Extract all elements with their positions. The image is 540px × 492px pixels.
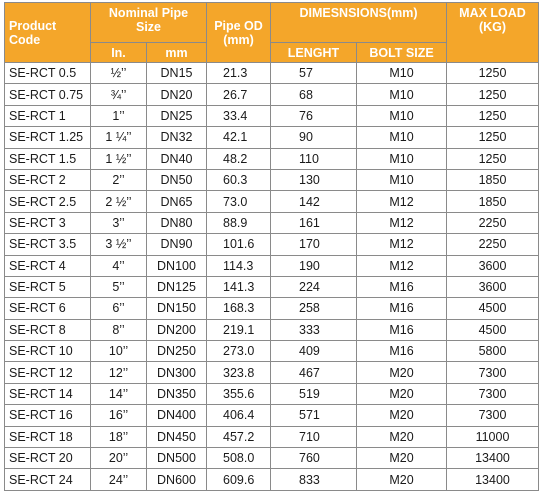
cell-max-load: 3600 [447, 255, 539, 276]
table-row [5, 191, 539, 212]
cell-length: 409 [271, 341, 357, 362]
cell-length: 760 [271, 448, 357, 469]
cell-product-code: SE-RCT 1.25 [5, 127, 91, 148]
cell-bolt-size: M20 [357, 448, 447, 469]
cell-product-code: SE-RCT 1.5 [5, 148, 91, 169]
table-row [5, 405, 539, 426]
cell-nominal-mm: DN100 [147, 255, 207, 276]
cell-pipe-od: 457.2 [207, 426, 271, 447]
header-nominal-pipe-size-label: Nominal Pipe Size [108, 6, 189, 34]
cell-max-load: 5800 [447, 341, 539, 362]
cell-length: 833 [271, 469, 357, 490]
cell-product-code: SE-RCT 24 [5, 469, 91, 490]
cell-bolt-size: M16 [357, 276, 447, 297]
cell-max-load: 1250 [447, 127, 539, 148]
cell-length: 110 [271, 148, 357, 169]
cell-max-load: 13400 [447, 469, 539, 490]
header-pipe-od-label: Pipe OD (mm) [214, 18, 263, 47]
cell-max-load: 2250 [447, 234, 539, 255]
cell-pipe-od: 609.6 [207, 469, 271, 490]
cell-nominal-in: 16’’ [91, 405, 147, 426]
cell-nominal-mm: DN125 [147, 276, 207, 297]
cell-nominal-mm: DN15 [147, 63, 207, 84]
cell-pipe-od: 73.0 [207, 191, 271, 212]
cell-bolt-size: M12 [357, 255, 447, 276]
cell-nominal-in: 14’’ [91, 383, 147, 404]
cell-nominal-mm: DN450 [147, 426, 207, 447]
cell-length: 90 [271, 127, 357, 148]
cell-length: 142 [271, 191, 357, 212]
cell-max-load: 4500 [447, 298, 539, 319]
header-dimensions [271, 3, 447, 43]
cell-length: 224 [271, 276, 357, 297]
cell-bolt-size: M10 [357, 127, 447, 148]
cell-pipe-od: 26.7 [207, 84, 271, 105]
cell-pipe-od: 406.4 [207, 405, 271, 426]
cell-nominal-in: 1 ¼’’ [91, 127, 147, 148]
cell-max-load: 4500 [447, 319, 539, 340]
cell-bolt-size: M16 [357, 319, 447, 340]
cell-max-load: 7300 [447, 383, 539, 404]
cell-nominal-mm: DN90 [147, 234, 207, 255]
cell-nominal-in: 2 ½’’ [91, 191, 147, 212]
cell-length: 190 [271, 255, 357, 276]
cell-pipe-od: 141.3 [207, 276, 271, 297]
pipe-clamp-spec-table [4, 2, 539, 491]
cell-product-code: SE-RCT 1 [5, 105, 91, 126]
cell-nominal-mm: DN150 [147, 298, 207, 319]
cell-product-code: SE-RCT 5 [5, 276, 91, 297]
cell-bolt-size: M20 [357, 383, 447, 404]
cell-max-load: 1250 [447, 105, 539, 126]
cell-product-code: SE-RCT 20 [5, 448, 91, 469]
cell-nominal-in: 2’’ [91, 169, 147, 190]
cell-product-code: SE-RCT 3 [5, 212, 91, 233]
table-row [5, 362, 539, 383]
cell-nominal-mm: DN32 [147, 127, 207, 148]
table-row [5, 426, 539, 447]
cell-nominal-mm: DN350 [147, 383, 207, 404]
cell-bolt-size: M12 [357, 191, 447, 212]
cell-nominal-mm: DN250 [147, 341, 207, 362]
cell-max-load: 7300 [447, 362, 539, 383]
header-dimensions-label: DIMESNSIONS(mm) [299, 6, 418, 20]
table-row [5, 448, 539, 469]
cell-product-code: SE-RCT 12 [5, 362, 91, 383]
table-header [5, 3, 539, 63]
cell-pipe-od: 323.8 [207, 362, 271, 383]
cell-nominal-in: 8’’ [91, 319, 147, 340]
cell-bolt-size: M10 [357, 148, 447, 169]
cell-nominal-in: ½’’ [91, 63, 147, 84]
table-row [5, 105, 539, 126]
cell-length: 68 [271, 84, 357, 105]
cell-nominal-in: 1’’ [91, 105, 147, 126]
cell-pipe-od: 42.1 [207, 127, 271, 148]
cell-bolt-size: M20 [357, 426, 447, 447]
cell-product-code: SE-RCT 0.5 [5, 63, 91, 84]
cell-length: 258 [271, 298, 357, 319]
cell-pipe-od: 168.3 [207, 298, 271, 319]
cell-nominal-mm: DN200 [147, 319, 207, 340]
cell-length: 710 [271, 426, 357, 447]
cell-nominal-mm: DN40 [147, 148, 207, 169]
table-row [5, 469, 539, 490]
table-row [5, 169, 539, 190]
table-row [5, 212, 539, 233]
table-row [5, 255, 539, 276]
cell-length: 76 [271, 105, 357, 126]
table-row [5, 319, 539, 340]
cell-pipe-od: 355.6 [207, 383, 271, 404]
cell-nominal-mm: DN20 [147, 84, 207, 105]
cell-pipe-od: 88.9 [207, 212, 271, 233]
cell-product-code: SE-RCT 6 [5, 298, 91, 319]
cell-max-load: 11000 [447, 426, 539, 447]
cell-max-load: 1850 [447, 169, 539, 190]
cell-nominal-in: 3’’ [91, 212, 147, 233]
cell-product-code: SE-RCT 4 [5, 255, 91, 276]
cell-product-code: SE-RCT 2.5 [5, 191, 91, 212]
cell-bolt-size: M16 [357, 298, 447, 319]
header-lenght: LENGHT [271, 43, 357, 63]
cell-bolt-size: M10 [357, 169, 447, 190]
cell-pipe-od: 48.2 [207, 148, 271, 169]
cell-nominal-in: ¾’’ [91, 84, 147, 105]
table-row [5, 127, 539, 148]
table-row [5, 383, 539, 404]
cell-pipe-od: 101.6 [207, 234, 271, 255]
cell-nominal-in: 1 ½’’ [91, 148, 147, 169]
cell-nominal-mm: DN600 [147, 469, 207, 490]
cell-product-code: SE-RCT 3.5 [5, 234, 91, 255]
cell-max-load: 3600 [447, 276, 539, 297]
cell-length: 161 [271, 212, 357, 233]
cell-length: 467 [271, 362, 357, 383]
cell-product-code: SE-RCT 18 [5, 426, 91, 447]
cell-bolt-size: M20 [357, 405, 447, 426]
cell-nominal-mm: DN80 [147, 212, 207, 233]
cell-max-load: 1250 [447, 148, 539, 169]
header-max-load-label: MAX LOAD (KG) [459, 6, 526, 34]
cell-nominal-in: 18’’ [91, 426, 147, 447]
cell-bolt-size: M10 [357, 63, 447, 84]
table-row [5, 234, 539, 255]
cell-nominal-in: 4’’ [91, 255, 147, 276]
header-pipe-od [207, 3, 271, 63]
cell-nominal-mm: DN300 [147, 362, 207, 383]
table-row [5, 84, 539, 105]
cell-pipe-od: 60.3 [207, 169, 271, 190]
cell-bolt-size: M20 [357, 362, 447, 383]
cell-length: 130 [271, 169, 357, 190]
header-product-code-label: Product Code [9, 18, 57, 47]
cell-product-code: SE-RCT 0.75 [5, 84, 91, 105]
cell-bolt-size: M10 [357, 84, 447, 105]
cell-product-code: SE-RCT 2 [5, 169, 91, 190]
header-nominal-pipe-size [91, 3, 207, 43]
cell-nominal-in: 12’’ [91, 362, 147, 383]
cell-bolt-size: M16 [357, 341, 447, 362]
cell-nominal-in: 10’’ [91, 341, 147, 362]
cell-product-code: SE-RCT 8 [5, 319, 91, 340]
cell-pipe-od: 21.3 [207, 63, 271, 84]
cell-length: 170 [271, 234, 357, 255]
cell-pipe-od: 273.0 [207, 341, 271, 362]
cell-length: 519 [271, 383, 357, 404]
table-row [5, 298, 539, 319]
cell-nominal-in: 5’’ [91, 276, 147, 297]
cell-product-code: SE-RCT 14 [5, 383, 91, 404]
table-row [5, 341, 539, 362]
cell-nominal-mm: DN65 [147, 191, 207, 212]
cell-pipe-od: 33.4 [207, 105, 271, 126]
cell-max-load: 7300 [447, 405, 539, 426]
cell-nominal-in: 20’’ [91, 448, 147, 469]
cell-max-load: 13400 [447, 448, 539, 469]
cell-max-load: 1250 [447, 84, 539, 105]
cell-nominal-mm: DN500 [147, 448, 207, 469]
header-in: In. [91, 43, 147, 63]
table-row [5, 63, 539, 84]
cell-length: 57 [271, 63, 357, 84]
table-body [5, 63, 539, 491]
cell-bolt-size: M12 [357, 234, 447, 255]
cell-nominal-mm: DN400 [147, 405, 207, 426]
cell-length: 571 [271, 405, 357, 426]
header-mm: mm [147, 43, 207, 63]
cell-nominal-in: 3 ½’’ [91, 234, 147, 255]
cell-max-load: 1250 [447, 63, 539, 84]
cell-product-code: SE-RCT 16 [5, 405, 91, 426]
cell-pipe-od: 114.3 [207, 255, 271, 276]
cell-bolt-size: M20 [357, 469, 447, 490]
header-max-load [447, 3, 539, 63]
cell-nominal-mm: DN50 [147, 169, 207, 190]
cell-nominal-in: 6’’ [91, 298, 147, 319]
table-row [5, 148, 539, 169]
header-bolt-size: BOLT SIZE [357, 43, 447, 63]
cell-bolt-size: M10 [357, 105, 447, 126]
cell-nominal-in: 24’’ [91, 469, 147, 490]
cell-nominal-mm: DN25 [147, 105, 207, 126]
cell-product-code: SE-RCT 10 [5, 341, 91, 362]
cell-length: 333 [271, 319, 357, 340]
cell-pipe-od: 219.1 [207, 319, 271, 340]
spec-table-container [4, 2, 539, 491]
header-product-code [5, 3, 91, 63]
cell-max-load: 1850 [447, 191, 539, 212]
cell-bolt-size: M12 [357, 212, 447, 233]
cell-max-load: 2250 [447, 212, 539, 233]
table-row [5, 276, 539, 297]
cell-pipe-od: 508.0 [207, 448, 271, 469]
